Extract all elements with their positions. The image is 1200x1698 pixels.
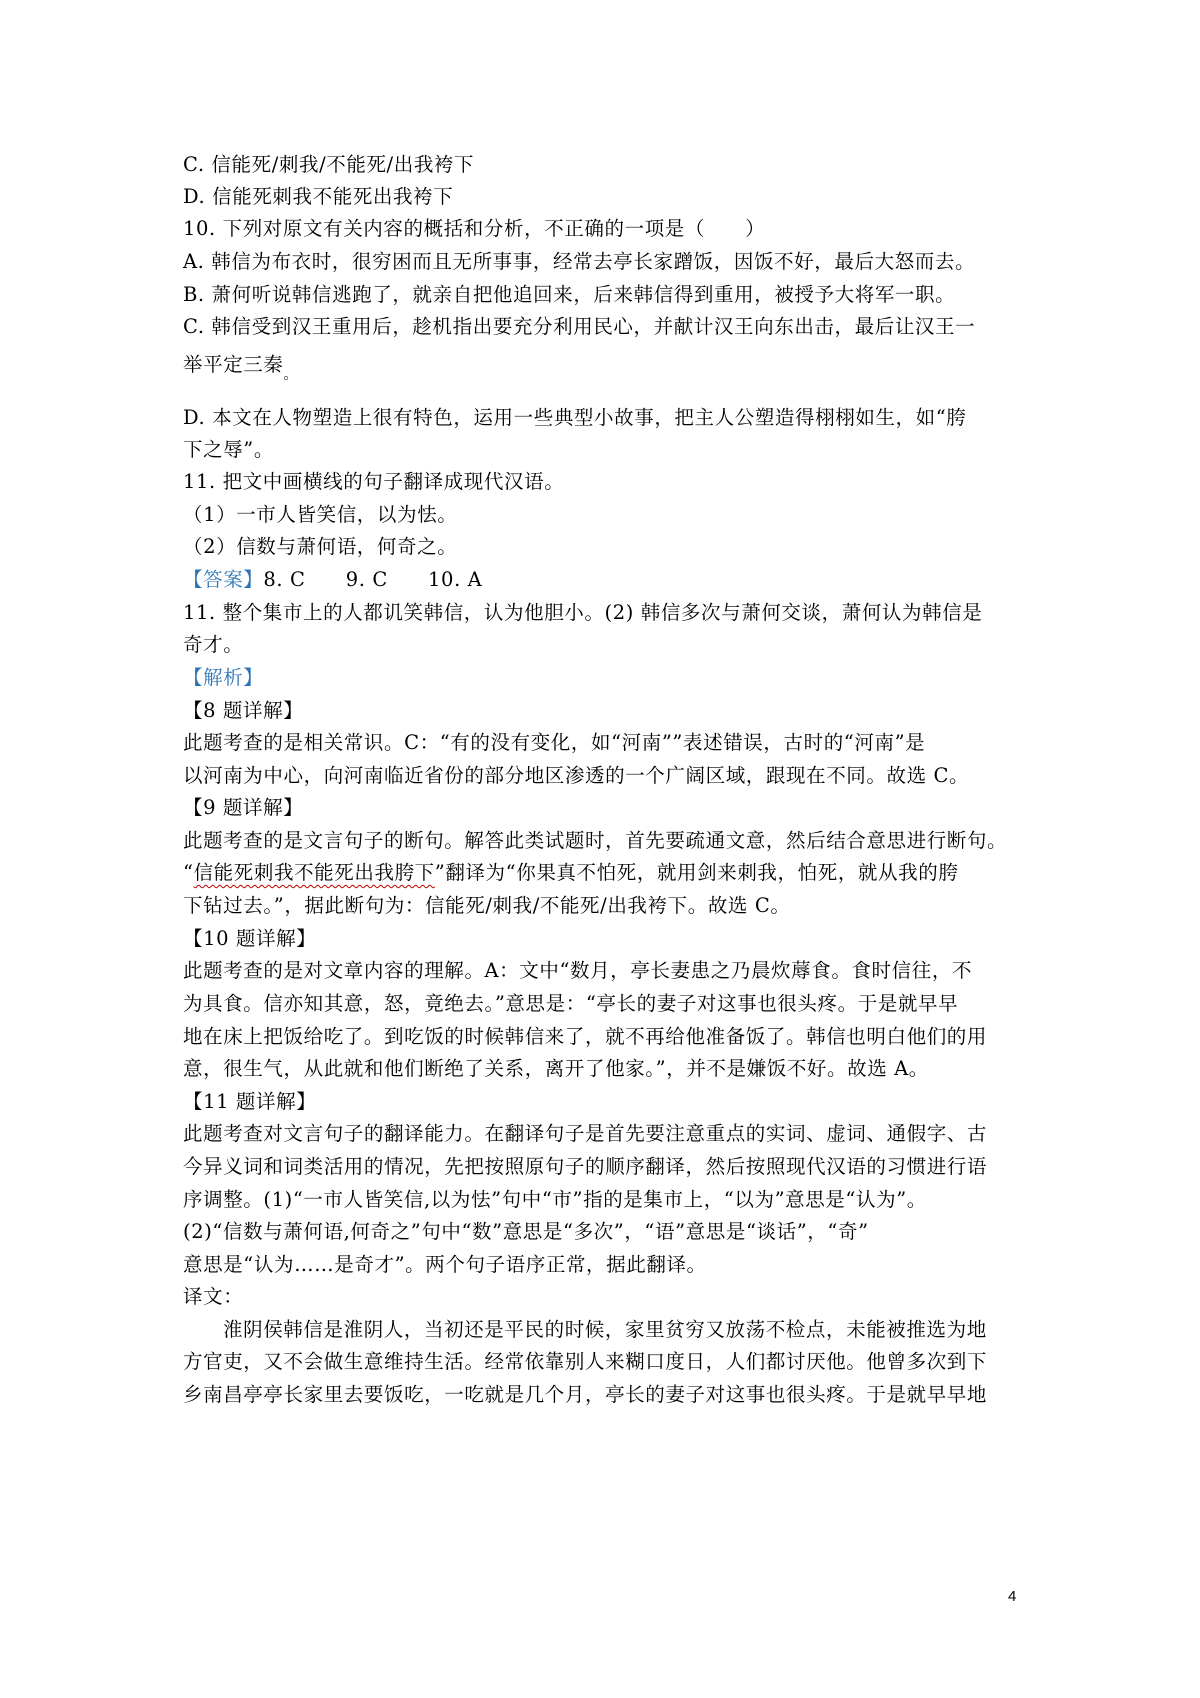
q9-detail-text-3: 下钻过去。”，据此断句为：信能死/刺我/不能死/出我袴下。故选 C。	[183, 894, 791, 917]
answer-line	[183, 567, 482, 593]
answer-11: 11. 整个集市上的人都讥笑韩信，认为他胆小。(2) 韩信多次与萧何交谈，萧何认为韩信是	[183, 601, 983, 624]
q10-detail-text-4: 意，很生气，从此就和他们断绝了关系，离开了他家。”，并不是嫌饭不好。故选 A。	[183, 1057, 929, 1080]
q8-detail-heading: 【8 题详解】	[183, 699, 304, 722]
option-d-q9: D. 信能死刺我不能死出我袴下	[183, 185, 454, 208]
question-11-part-2: （2）信数与萧何语，何奇之。	[183, 535, 458, 558]
q11-detail-text-1: 此题考查对文言句子的翻译能力。在翻译句子是首先要注意重点的实词、虚词、通假字、古	[183, 1122, 988, 1145]
option-d-q10-continued: 下之辱”。	[183, 438, 274, 461]
q10-detail-heading: 【10 题详解】	[183, 927, 317, 950]
question-11-part-1: （1）一市人皆笑信，以为怯。	[183, 503, 458, 526]
option-a-q10: A. 韩信为布衣时，很穷困而且无所事事，经常去亭长家蹭饭，因饭不好，最后大怒而去。	[183, 250, 976, 273]
translation-text-2: 方官吏，又不会做生意维持生活。经常依靠别人来糊口度日，人们都讨厌他。他曾多次到下	[183, 1350, 988, 1373]
analysis-tag: 【解析】	[183, 666, 264, 689]
analysis-heading	[183, 665, 263, 691]
q11-detail-text-4: (2)“信数与萧何语,何奇之”句中“数”意思是“多次”，“语”意思是“谈话”，“奇”	[183, 1220, 869, 1243]
question-10: 10. 下列对原文有关内容的概括和分析，不正确的一项是（ ）	[183, 217, 766, 240]
page-number: 4	[1008, 1588, 1017, 1605]
q9-detail-text-2	[183, 860, 958, 886]
q9-translation: ”翻译为“你果真不怕死，就用剑来刺我，怕死，就从我的胯	[434, 861, 959, 884]
option-d-q10: D. 本文在人物塑造上很有特色，运用一些典型小故事，把主人公塑造得栩栩如生，如“胯	[183, 406, 967, 429]
translation-heading: 译文：	[183, 1285, 244, 1308]
q9-detail-heading: 【9 题详解】	[183, 796, 304, 819]
trailing-period: 。	[283, 367, 299, 383]
open-quote: “	[183, 861, 194, 884]
q9-detail-text-1: 此题考查的是文言句子的断句。解答此类试题时，首先要疏通文意，然后结合意思进行断句。	[183, 829, 1008, 852]
q8-detail-text-2: 以河南为中心，向河南临近省份的部分地区渗透的一个广阔区域，跟现在不同。故选 C。	[183, 764, 970, 787]
q8-detail-text-1: 此题考查的是相关常识。C：“有的没有变化，如“河南””表述错误，古时的“河南”是	[183, 731, 926, 754]
answer-tag: 【答案】	[183, 568, 264, 591]
q10-detail-text-1: 此题考查的是对文章内容的理解。A：文中“数月，亭长妻患之乃晨炊蓐食。食时信往，不	[183, 959, 973, 982]
answer-text: 8. C 9. C 10. A	[263, 568, 483, 591]
quoted-sentence: 信能死刺我不能死出我胯下	[193, 861, 435, 884]
q10-detail-text-3: 地在床上把饭给吃了。到吃饭的时候韩信来了，就不再给他准备饭了。韩信也明白他们的用	[183, 1025, 988, 1048]
option-c-q9: C. 信能死/刺我/不能死/出我袴下	[183, 153, 475, 176]
q11-detail-text-3: 序调整。(1)“一市人皆笑信,以为怯”句中“市”指的是集市上，“以为”意思是“认为”。	[183, 1188, 927, 1211]
question-11: 11. 把文中画横线的句子翻译成现代汉语。	[183, 470, 565, 493]
option-c-q10: C. 韩信受到汉王重用后，趁机指出要充分利用民心，并献计汉王向东出击，最后让汉王一	[183, 315, 976, 338]
option-b-q10: B. 萧何听说韩信逃跑了，就亲自把他追回来，后来韩信得到重用，被授予大将军一职。	[183, 283, 956, 306]
q11-detail-heading: 【11 题详解】	[183, 1090, 317, 1113]
answer-11-continued: 奇才。	[183, 633, 244, 656]
q10-detail-text-2: 为具食。信亦知其意，怒，竟绝去。”意思是：“亭长的妻子对这事也很头疼。于是就早早	[183, 992, 959, 1015]
option-c-q10-text: 举平定三秦	[183, 353, 284, 376]
translation-text-1: 淮阴侯韩信是淮阴人，当初还是平民的时候，家里贫穷又放荡不检点，未能被推选为地	[223, 1318, 987, 1341]
q11-detail-text-2: 今异义词和词类活用的情况，先把按照原句子的顺序翻译，然后按照现代汉语的习惯进行语	[183, 1155, 988, 1178]
translation-text-3: 乡南昌亭亭长家里去要饭吃，一吃就是几个月，亭长的妻子对这事也很头疼。于是就早早地	[183, 1383, 988, 1406]
q11-detail-text-5: 意思是“认为……是奇才”。两个句子语序正常，据此翻译。	[183, 1253, 707, 1276]
option-c-q10-continued	[183, 352, 299, 383]
